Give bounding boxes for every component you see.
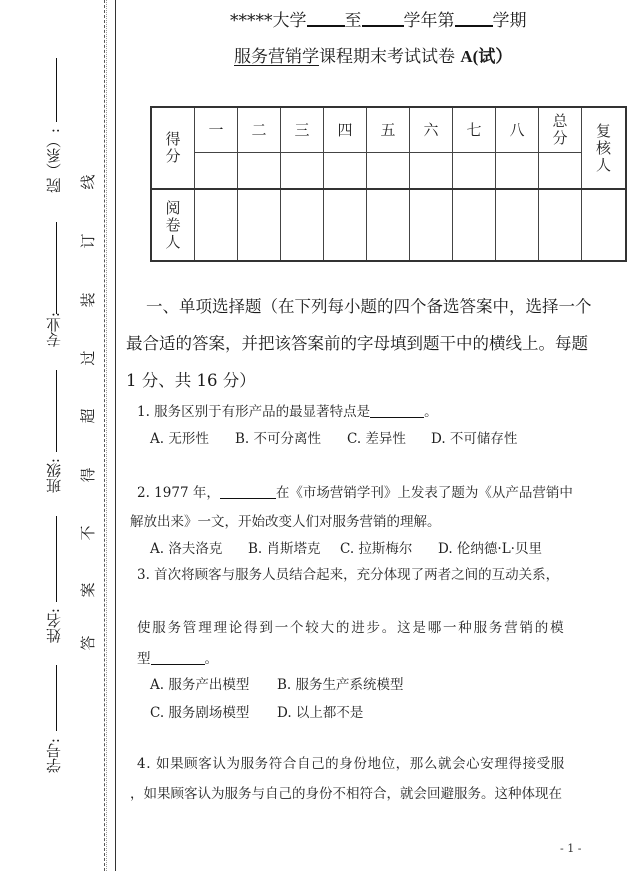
question-1-stem: 1. 服务区别于有形产品的最显著特点是 。 [137, 404, 438, 420]
student-id-fill-line[interactable] [56, 665, 57, 731]
grader-cell[interactable] [410, 189, 453, 261]
col-header: 七 [453, 107, 496, 153]
major-fill-line[interactable] [56, 222, 57, 314]
score-cell[interactable] [410, 153, 453, 190]
reviewer-label: 复核人 [582, 107, 627, 189]
course-name: 服务营销学 [234, 47, 319, 67]
option-c: C. 差异性 [347, 431, 406, 447]
option-d: D. 不可储存性 [431, 431, 518, 447]
question-2-stem: 2. 1977 年， 在《市场营销学刊》上发表了题为《从产品营销中 [137, 485, 573, 501]
option-d: D. 以上都不是 [277, 705, 364, 721]
grader-row-label: 阅卷人 [151, 189, 195, 261]
option-c: C. 拉斯梅尔 [340, 541, 413, 557]
question-3-stem-line1: 3. 首次将顾客与服务人员结合起来，充分体现了两者之间的互动关系， [137, 567, 560, 583]
option-b: B. 肖斯塔克 [248, 541, 321, 557]
seal-char: 订 [79, 233, 97, 249]
score-cell[interactable] [281, 153, 324, 190]
grader-cell[interactable] [281, 189, 324, 261]
question-4-stem-line2: ，如果顾客认为服务与自己的身份不相符合，就会回避服务。这种体现在 [130, 786, 562, 802]
semester-blank[interactable] [455, 9, 493, 27]
exam-title-text: 课程期末考试试卷 [319, 47, 455, 67]
option-b: B. 不可分离性 [235, 431, 322, 447]
grader-cell[interactable] [539, 189, 582, 261]
to-text: 至 [344, 11, 362, 31]
answer-blank[interactable] [370, 404, 424, 418]
name-fill-line[interactable] [56, 516, 57, 602]
grader-cell[interactable] [453, 189, 496, 261]
answer-blank[interactable] [151, 651, 205, 665]
col-header: 三 [281, 107, 324, 153]
exam-title [234, 42, 512, 67]
col-header-total: 总分 [539, 107, 582, 153]
col-header: 六 [410, 107, 453, 153]
answer-blank[interactable] [220, 485, 276, 499]
page-number: - 1 - [560, 842, 582, 855]
score-cell[interactable] [238, 153, 281, 190]
option-a: A. 服务产出模型 [150, 677, 250, 693]
major-label: 专业: [45, 312, 63, 348]
department-label: 院（系）: [45, 128, 63, 194]
question-2-options [150, 537, 542, 557]
binding-margin [0, 0, 120, 871]
score-cell[interactable] [496, 153, 539, 190]
seal-char: 不 [79, 525, 97, 541]
grader-cell[interactable] [324, 189, 367, 261]
student-id-label: 学号: [45, 738, 63, 774]
seal-char: 过 [79, 350, 97, 366]
seal-dashed-line [104, 0, 105, 871]
score-row-label: 得分 [151, 107, 195, 189]
col-header: 四 [324, 107, 367, 153]
department-fill-line[interactable] [56, 58, 57, 122]
col-header: 二 [238, 107, 281, 153]
name-label: 姓名: [45, 608, 63, 644]
seal-char: 答 [79, 635, 97, 651]
question-3-options-row1 [150, 673, 404, 693]
question-2-stem-line2: 解放出来》一文，开始改变人们对服务营销的理解。 [130, 514, 441, 530]
class-label: 班级: [45, 458, 63, 494]
academic-year-text: 学年第 [403, 11, 455, 31]
seal-char: 装 [79, 292, 97, 308]
semester-text: 学期 [492, 11, 527, 31]
score-table [150, 106, 627, 262]
question-3-stem-line2: 使服务管理理论得到一个较大的进步。这是哪一种服务营销的模 [137, 620, 566, 636]
col-header: 五 [367, 107, 410, 153]
seal-char: 超 [79, 408, 97, 424]
score-cell[interactable] [453, 153, 496, 190]
class-fill-line[interactable] [56, 370, 57, 452]
option-d: D. 伦纳德·L·贝里 [438, 541, 542, 557]
option-a: A. 洛夫洛克 [150, 541, 223, 557]
option-c: C. 服务剧场模型 [150, 705, 250, 721]
end-year-blank[interactable] [362, 9, 404, 27]
university-name: *****大学 [230, 11, 307, 31]
seal-char: 线 [79, 174, 97, 190]
question-1-options [150, 427, 517, 447]
grader-cell[interactable] [238, 189, 281, 261]
question-3-stem-line3: 型 。 [137, 651, 218, 667]
grader-cell[interactable] [496, 189, 539, 261]
question-4-stem-line1: 4. 如果顾客认为服务符合自己的身份地位，那么就会心安理得接受服 [137, 756, 565, 772]
seal-char: 得 [79, 467, 97, 483]
grader-cell[interactable] [367, 189, 410, 261]
option-b: B. 服务生产系统模型 [277, 677, 404, 693]
start-year-blank[interactable] [307, 9, 345, 27]
seal-char: 案 [79, 582, 97, 598]
col-header: 一 [195, 107, 238, 153]
exam-header-line [230, 6, 527, 31]
reviewer-cell[interactable] [582, 189, 627, 261]
question-3-options-row2 [150, 701, 363, 721]
col-header: 八 [496, 107, 539, 153]
seal-dotted-line [106, 0, 107, 871]
total-score-cell[interactable] [539, 153, 582, 190]
margin-border-line [115, 0, 116, 871]
grader-cell[interactable] [195, 189, 238, 261]
score-cell[interactable] [195, 153, 238, 190]
paper-code: A(试） [460, 47, 513, 66]
score-cell[interactable] [367, 153, 410, 190]
option-a: A. 无形性 [150, 431, 209, 447]
section-1-heading: 一、单项选择题（在下列每小题的四个备选答案中，选择一个最合适的答案，并把该答案前的字母填到题干中的横线上。每题 1 分、共 16 分） [126, 297, 592, 390]
score-cell[interactable] [324, 153, 367, 190]
